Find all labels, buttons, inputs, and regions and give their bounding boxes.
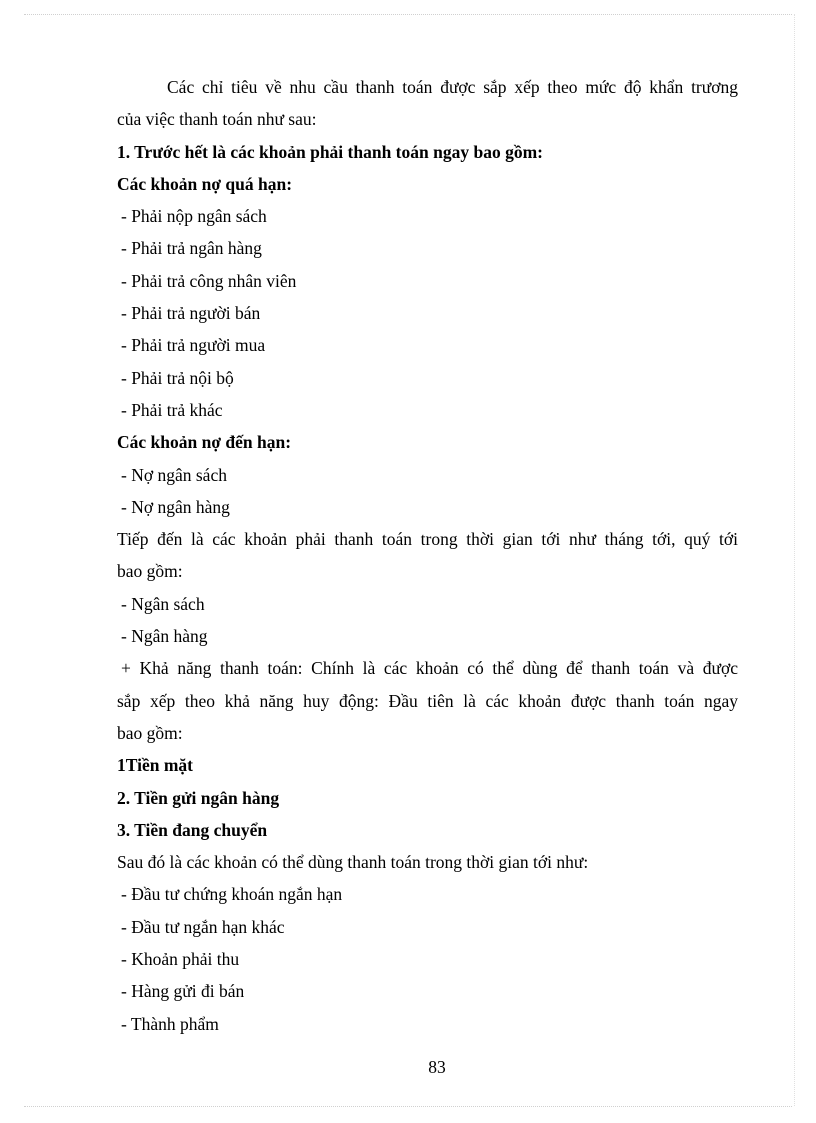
numbered-item: 2. Tiền gửi ngân hàng	[117, 787, 280, 808]
list-item: - Ngân sách	[121, 593, 205, 614]
list-item: - Phải trả công nhân viên	[121, 270, 297, 291]
list-item: - Khoản phải thu	[121, 949, 240, 970]
list-item: - Đầu tư chứng khoán ngắn hạn	[121, 884, 343, 905]
subsection-heading: Các khoản nợ quá hạn:	[117, 173, 293, 194]
list-item: - Phải trả nội bộ	[121, 367, 234, 388]
page-number: 83	[428, 1057, 446, 1077]
page-border-right	[794, 14, 795, 1106]
list-item: - Thành phẩm	[121, 1013, 219, 1034]
list-item: - Nợ ngân sách	[121, 464, 227, 485]
subsection-heading: Các khoản nợ đến hạn:	[117, 432, 292, 453]
section-heading: 1. Trước hết là các khoản phải thanh toán ngay bao gồm:	[117, 141, 543, 162]
numbered-item: 1Tiền mặt	[117, 755, 193, 776]
numbered-item: 3. Tiền đang chuyển	[117, 819, 268, 840]
paragraph-line: sắp xếp theo khả năng huy động: Đầu tiên là các khoản được thanh toán ngay	[117, 690, 738, 711]
list-item: - Phải nộp ngân sách	[121, 206, 267, 227]
paragraph-line: của việc thanh toán như sau:	[117, 109, 317, 130]
paragraph-line: Tiếp đến là các khoản phải thanh toán trong thời gian tới như tháng tới, quý tới	[117, 529, 738, 550]
paragraph-line: + Khả năng thanh toán: Chính là các khoản có thể dùng để thanh toán và được	[121, 658, 738, 679]
list-item: - Phải trả người bán	[121, 303, 261, 324]
page-border-top	[24, 14, 792, 15]
paragraph-line: bao gồm:	[117, 722, 183, 743]
list-item: - Phải trả người mua	[121, 335, 266, 356]
list-item: - Nợ ngân hàng	[121, 496, 230, 517]
paragraph-line: Sau đó là các khoản có thể dùng thanh toán trong thời gian tới như:	[117, 852, 589, 873]
list-item: - Ngân hàng	[121, 626, 208, 647]
list-item: - Phải trả ngân hàng	[121, 238, 262, 259]
document-body	[117, 71, 738, 1040]
list-item: - Phải trả khác	[121, 399, 223, 420]
list-item: - Hàng gửi đi bán	[121, 981, 245, 1002]
page-border-bottom	[24, 1106, 792, 1107]
paragraph-line: Các chỉ tiêu về nhu cầu thanh toán được sắp xếp theo mức độ khẩn trương	[167, 77, 738, 97]
paragraph-line: bao gồm:	[117, 561, 183, 582]
list-item: - Đầu tư ngắn hạn khác	[121, 916, 285, 937]
